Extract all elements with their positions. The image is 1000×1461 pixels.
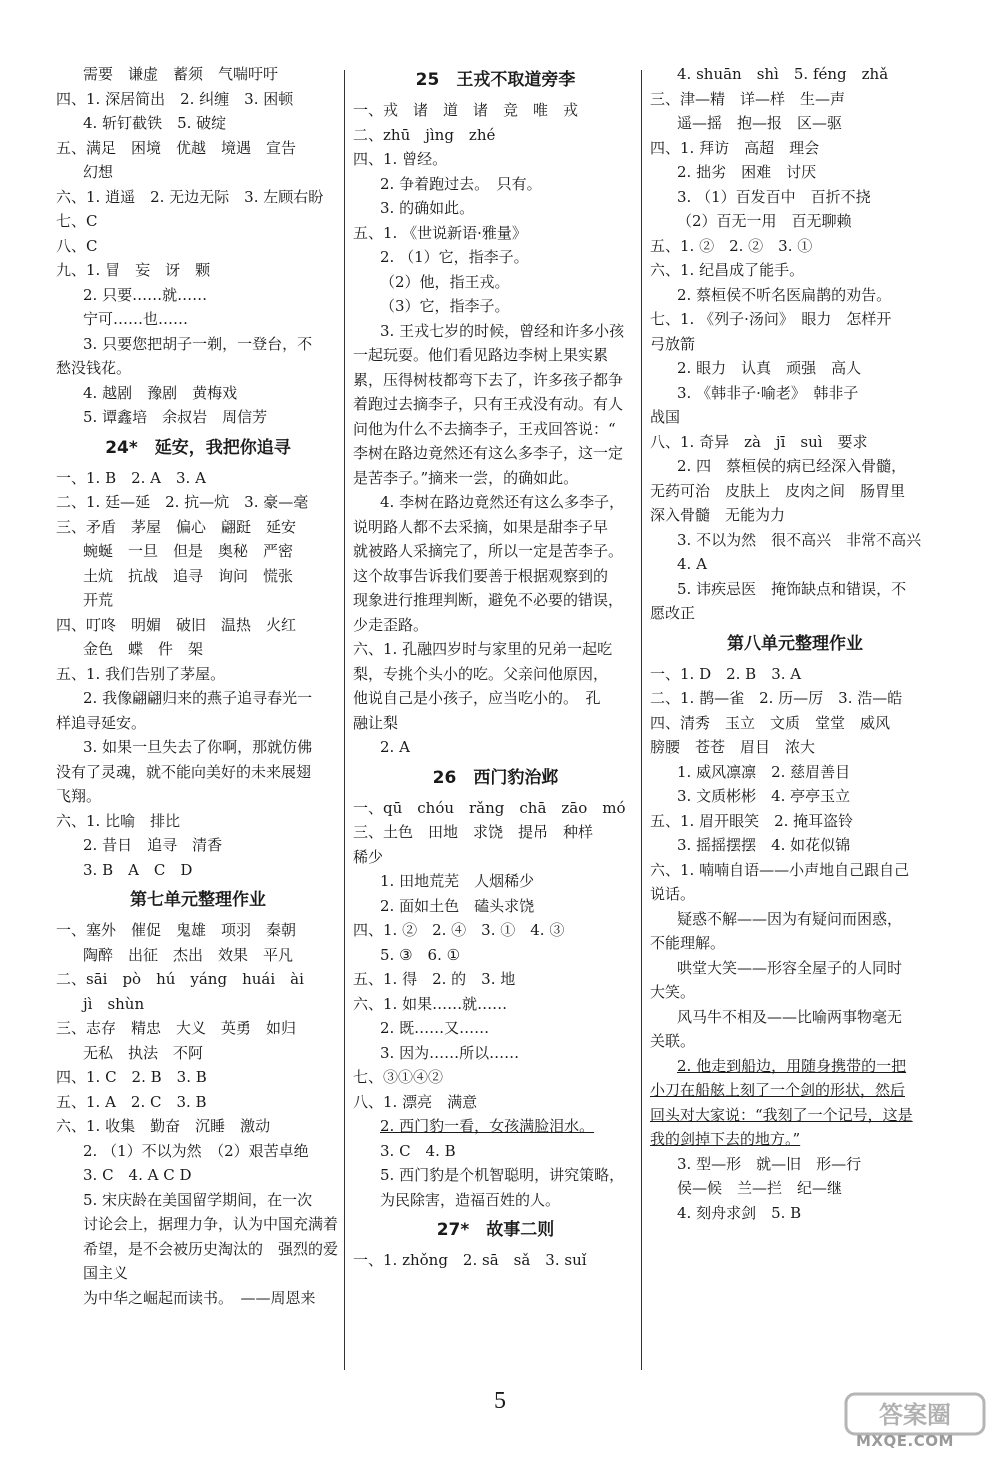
svg-text:答案圈: 答案圈 — [879, 1401, 951, 1429]
answer-line: 侯—候 兰—拦 纪—继 — [677, 1179, 843, 1197]
answer-line: 四、1. 曾经。 — [353, 150, 448, 168]
underlined-sentence: 回头对大家说：“我刻了一个记号，这是 — [650, 1105, 913, 1124]
answer-line: 现象进行推理判断，避免不必要的错误， — [353, 591, 624, 609]
answer-line: （2）他，指王戎。 — [380, 272, 510, 291]
answer-line: 5. 西门豹是个机智聪明，讲究策略， — [380, 1166, 625, 1184]
answer-line: 5. 讳疾忌医 掩饰缺点和错误，不 — [677, 579, 907, 598]
answer-line: 一、1. zhǒng 2. sā sǎ 3. suǐ — [353, 1251, 587, 1269]
answer-line: 2. 眼力 认真 顽强 高人 — [677, 359, 862, 377]
answer-line: 三、津—精 详—样 生—声 — [650, 89, 846, 108]
answer-line: 三、土色 田地 求饶 提吊 种样 — [353, 823, 594, 841]
answer-line: 五、满足 困境 优越 境遇 宣告 — [56, 138, 297, 157]
answer-line: 无药可治 皮肤上 皮肉之间 肠胃里 — [650, 481, 906, 500]
answer-line: 哄堂大笑——形容全屋子的人同时 — [677, 958, 903, 977]
answer-line: 2. （1）不以为然 （2）艰苦卓绝 — [83, 1141, 309, 1160]
answer-line: 七、1. 《列子·汤问》 眼力 怎样开 — [650, 310, 892, 328]
answer-line — [353, 1114, 638, 1139]
answer-line: 3. 摇摇摆摆 4. 如花似锦 — [677, 836, 851, 854]
answer-line: 3. 《韩非子·喻老》 韩非子 — [677, 383, 859, 402]
answer-line: 3. 不以为然 很不高兴 非常不高兴 — [677, 530, 922, 549]
answer-line: 5. 谭鑫培 余叔岩 周信芳 — [83, 408, 268, 426]
answer-line: 4. A — [677, 555, 707, 573]
answer-line: 这个故事告诉我们要善于根据观察到的 — [353, 566, 609, 585]
answer-line: 风马牛不相及——比喻两事物毫无 — [677, 1007, 903, 1026]
answer-line: 蜿蜒 一旦 但是 奥秘 严密 — [83, 542, 294, 560]
answer-line: 愿改正 — [650, 604, 696, 622]
answer-line: 二、sāi pò hú yáng huái ài — [56, 970, 304, 988]
answer-line: 4. 李树在路边竟然还有这么多李子， — [380, 493, 625, 511]
section-title: 25 王戎不取道旁李 — [415, 70, 576, 90]
answer-line: 四、1. ② 2. ④ 3. ① 4. ③ — [353, 921, 565, 939]
answer-line: 金色 蝶 件 架 — [83, 640, 204, 658]
answer-line: 3. 因为……所以…… — [380, 1043, 520, 1062]
answer-line: 膀腰 苍苍 眉目 浓大 — [650, 738, 816, 756]
answer-line: 六、1. 纪昌成了能手。 — [650, 261, 805, 279]
answer-line: 3. C 4. B — [380, 1141, 456, 1160]
answer-line: 九、1. 冒 妄 讶 颗 — [56, 261, 211, 279]
answer-line: 3. 型—形 就—旧 形—行 — [677, 1154, 862, 1173]
answer-line: 六、1. 逍遥 2. 无边无际 3. 左顾右盼 — [56, 187, 324, 206]
answer-line: 2. 既……又…… — [380, 1019, 490, 1037]
watermark-text: MXQE.COM — [856, 1432, 954, 1450]
underlined-sentence: 我的剑掉下去的地方。” — [650, 1130, 801, 1148]
page-number: 5 — [494, 1388, 506, 1414]
answer-line: 需要 谦虚 蓄须 气喘吁吁 — [83, 65, 279, 83]
answer-line — [650, 1127, 940, 1152]
answer-line: 四、叮咚 明媚 破旧 温热 火红 — [56, 615, 297, 634]
column-divider-2 — [641, 70, 642, 1370]
answer-line: 3. 的确如此。 — [380, 199, 475, 217]
answer-column-3 — [650, 62, 940, 1225]
answer-line: 五、1. ② 2. ② 3. ① — [650, 236, 813, 255]
answer-line: 4. 斩钉截铁 5. 破绽 — [83, 114, 227, 132]
answer-line: 六、1. 收集 勤奋 沉睡 激动 — [56, 1117, 271, 1135]
answer-line: 关联。 — [650, 1032, 696, 1050]
answer-line: 1. 威风凛凛 2. 慈眉善目 — [677, 762, 851, 781]
answer-line: 着跑过去摘李子，只有王戎没有动。有人 — [353, 395, 624, 413]
answer-line: 讨论会上，据理力争，认为中国充满着 — [83, 1215, 339, 1233]
answer-line: 遥—摇 抱—报 区—驱 — [677, 114, 843, 132]
underlined-sentence: 小刀在船舷上刻了一个剑的形状，然后 — [650, 1081, 906, 1099]
answer-line: 为中华之崛起而读书。 ——周恩来 — [83, 1288, 316, 1307]
answer-line: 八、C — [56, 236, 98, 255]
answer-line: 四、1. 深居简出 2. 纠缠 3. 困顿 — [56, 89, 294, 108]
answer-line: 5. 宋庆龄在美国留学期间，在一次 — [83, 1190, 313, 1209]
answer-line: （3）它，指李子。 — [380, 297, 510, 315]
answer-line: 一、戎 诸 道 诸 竞 唯 戎 — [353, 101, 579, 119]
answer-line: 李树在路边竟然还有这么多李子，这一定 — [353, 444, 624, 462]
answer-line: 样追寻延安。 — [56, 713, 147, 732]
section-title: 26 西门豹治邺 — [432, 767, 559, 788]
answer-line: 二、1. 鹊—雀 2. 历—厉 3. 浩—皓 — [650, 689, 903, 707]
answer-line: 二、1. 廷—延 2. 抗—炕 3. 豪—毫 — [56, 493, 309, 511]
answer-line: 八、1. 奇异 zà jī suì 要求 — [650, 432, 868, 451]
underlined-sentence: 2. 西门豹一看，女孩满脸泪水。 — [380, 1117, 595, 1135]
answer-line: 1. 田地荒芜 人烟稀少 — [380, 872, 535, 890]
answer-line: 六、1. 孔融四岁时与家里的兄弟一起吃 — [353, 640, 613, 658]
answer-line: 5. ③ 6. ① — [380, 945, 461, 964]
answer-line: 一、qū chóu rǎng chā zāo mó — [353, 798, 626, 817]
answer-line — [650, 1103, 940, 1128]
answer-line: 3. B A C D — [83, 860, 193, 879]
answer-line: jì shùn — [83, 994, 145, 1013]
answer-line: 2. （1）它，指李子。 — [380, 248, 529, 266]
answer-line: 五、1. A 2. C 3. B — [56, 1092, 207, 1111]
answer-line: 2. 面如土色 磕头求饶 — [380, 896, 535, 915]
answer-line: 3. C 4. A C D — [83, 1166, 192, 1184]
answer-line: 是苦李子。”摘来一尝，的确如此。 — [353, 468, 579, 487]
answer-line: 不能理解。 — [650, 934, 726, 952]
answer-line: 3. 如果一旦失去了你啊，那就仿佛 — [83, 738, 313, 756]
answer-line: 2. 蔡桓侯不听名医扁鹊的劝告。 — [677, 285, 892, 304]
answer-line: 六、1. 如果……就…… — [353, 994, 508, 1013]
answer-line: 为民除害，造福百姓的人。 — [380, 1190, 561, 1209]
answer-line: 六、1. 比喻 排比 — [56, 811, 181, 830]
answer-line: 问他为什么不去摘李子，王戎回答说：“ — [353, 419, 616, 438]
answer-line: 3. 王戎七岁的时候，曾经和许多小孩 — [380, 321, 625, 340]
answer-column-1 — [56, 62, 340, 1310]
answer-line: 幻想 — [83, 163, 114, 181]
answer-line: 二、zhū jìng zhé — [353, 125, 496, 144]
answer-line: （2）百无一用 百无聊赖 — [677, 212, 852, 230]
answer-line: 一、塞外 催促 鬼雄 项羽 秦朝 — [56, 921, 297, 939]
answer-line: 2. 我像翩翩归来的燕子追寻春光一 — [83, 689, 313, 707]
answer-line: 飞翔。 — [56, 787, 102, 805]
answer-line: 七、C — [56, 212, 98, 230]
answer-line: 少走歪路。 — [353, 615, 429, 634]
answer-line: 一、1. D 2. B 3. A — [650, 664, 802, 683]
answer-line: 七、③①④② — [353, 1068, 444, 1086]
answer-column-2 — [353, 62, 638, 1273]
answer-line: 八、1. 漂亮 满意 — [353, 1092, 478, 1111]
answer-line: 战国 — [650, 408, 681, 426]
column-divider-1 — [344, 70, 345, 1370]
answer-line: 4. 越剧 豫剧 黄梅戏 — [83, 383, 238, 402]
answer-line: 土炕 抗战 追寻 询问 慌张 — [83, 566, 294, 585]
answer-line: 2. 拙劣 困难 讨厌 — [677, 163, 817, 181]
answer-line: 五、1. 我们告别了茅屋。 — [56, 664, 226, 683]
answer-line: 融让梨 — [353, 713, 399, 732]
section-title: 24* 延安，我把你追寻 — [105, 437, 291, 458]
answer-line: 五、1. 得 2. 的 3. 地 — [353, 970, 516, 988]
answer-line: 2. 争着跑过去。 只有。 — [380, 174, 542, 193]
answer-line: 3. （1）百发百中 百折不挠 — [677, 187, 871, 206]
answer-line: 五、1. 《世说新语·雅量》 — [353, 223, 527, 242]
answer-line: 稀少 — [353, 847, 384, 866]
answer-line: 无私 执法 不阿 — [83, 1043, 204, 1062]
answer-line: 四、1. 拜访 高超 理会 — [650, 138, 820, 157]
answer-line: 四、清秀 玉立 文质 堂堂 威风 — [650, 713, 891, 732]
answer-line: 大笑。 — [650, 983, 696, 1001]
answer-line: 愁没钱花。 — [56, 359, 132, 377]
answer-line: 4. 刻舟求剑 5. B — [677, 1203, 802, 1222]
answer-line: 梨，专挑个头小的吃。父亲问他原因， — [353, 664, 609, 683]
answer-line: 2. 只要……就…… — [83, 285, 208, 304]
underlined-sentence: 2. 他走到船边，用随身携带的一把 — [677, 1056, 907, 1075]
answer-line: 4. shuān shì 5. féng zhǎ — [677, 65, 889, 83]
answer-line: 三、志存 精忠 大义 英勇 如归 — [56, 1019, 297, 1037]
answer-line: 开荒 — [83, 591, 114, 609]
answer-line — [650, 1078, 940, 1103]
answer-line: 陶醉 出征 杰出 效果 平凡 — [83, 945, 294, 964]
answer-line: 2. 四 蔡桓侯的病已经深入骨髓， — [677, 457, 907, 475]
answer-line: 一起玩耍。他们看见路边李树上果实累 — [353, 346, 609, 364]
answer-line: 累，压得树枝都弯下去了，许多孩子都争 — [353, 370, 624, 389]
answer-line: 2. A — [380, 738, 410, 756]
answer-line: 四、1. C 2. B 3. B — [56, 1068, 207, 1086]
section-title: 第八单元整理作业 — [727, 633, 863, 654]
answer-line: 3. 文质彬彬 4. 亭亭玉立 — [677, 787, 851, 805]
answer-line: 他说自己是小孩子，应当吃小的。 孔 — [353, 689, 601, 707]
answer-line: 弓放箭 — [650, 334, 696, 353]
answer-line: 六、1. 喃喃自语——小声地自己跟自己 — [650, 860, 910, 879]
answer-line: 3. 只要您把胡子一剃，一登台，不 — [83, 334, 313, 353]
section-title: 27* 故事二则 — [436, 1220, 555, 1240]
answer-line: 没有了灵魂，就不能向美好的未来展翅 — [56, 762, 312, 781]
answer-line: 一、1. B 2. A 3. A — [56, 468, 206, 487]
answer-line: 希望，是不会被历史淘汰的 强烈的爱 — [83, 1239, 339, 1258]
answer-line: 2. 昔日 追寻 清香 — [83, 836, 223, 854]
answer-line: 说话。 — [650, 885, 696, 903]
answer-line: 就被路人采摘完了，所以一定是苦李子。 — [353, 542, 624, 560]
answer-line: 说明路人都不去采摘，如果是甜李子早 — [353, 517, 609, 536]
answer-line: 国主义 — [83, 1264, 129, 1282]
answer-line: 五、1. 眉开眼笑 2. 掩耳盗铃 — [650, 811, 854, 830]
section-title: 第七单元整理作业 — [130, 890, 266, 910]
answer-line: 疑惑不解——因为有疑问而困惑， — [677, 909, 903, 928]
answer-line: 三、矛盾 茅屋 偏心 翩跹 延安 — [56, 517, 297, 536]
answer-line — [650, 1054, 940, 1079]
answer-line: 深入骨髓 无能为力 — [650, 506, 786, 524]
answer-line: 宁可……也…… — [83, 310, 189, 328]
